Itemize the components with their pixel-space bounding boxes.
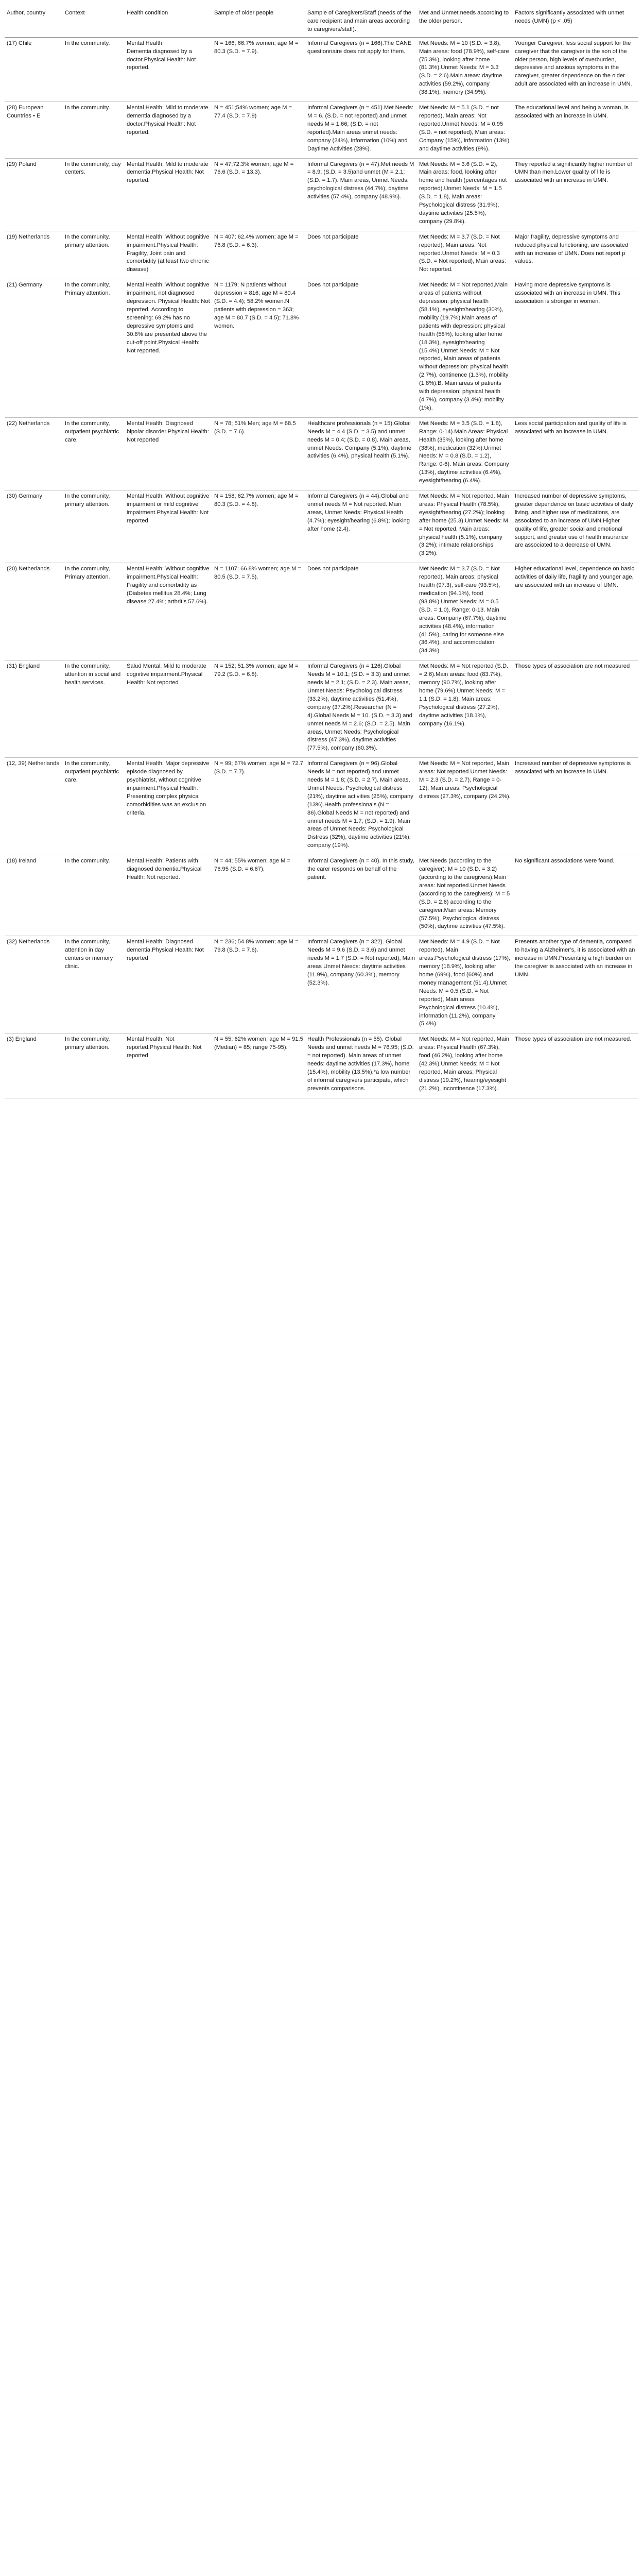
- cell-sample-older-people: N = 451;54% women; age M = 77.4 (S.D. = 7.9): [214, 105, 292, 119]
- cell-sample-caregivers: Informal Caregivers (n = 44).Global and unmet needs M = Not reported. Main areas, Unmet Needs: Physical Health (4.7%); eyesight/hearing (6.8%); looking after home (2.4).: [307, 493, 410, 532]
- cell-health-condition: Mental Health: Diagnosed dementia.Physical Health: Not reported: [127, 939, 204, 962]
- cell-sample-caregivers: Informal Caregivers (n = 451).Met Needs: M = 6. (S.D. = not reported) and unmet needs M = 1.66; (S.D. = not reported).Main areas unmet needs: company (24%), information (10%) and Daytime Activities (28%).: [307, 105, 414, 152]
- cell-author-country: (21) Germany: [7, 282, 43, 289]
- cell-sample-older-people: N = 55; 62% women; age M = 91.5 (Median) = 85; range 75-95).: [214, 1036, 303, 1051]
- cell-umn-factors: Higher educational level, dependence on basic activities of daily life, fragility and younger age, are associated with an increase of UMN.: [515, 566, 634, 589]
- cell-met-unmet-needs: Met Needs: M = 10 (S.D. = 3.8), Main areas: food (78.9%), self-care (75.3%), looking after home (81.3%).Unmet Needs: M = 3.3 (S.D. = 2.6).Main areas: daytime activities (59.2%), company (38.1%), memory (34.9%).: [419, 40, 509, 96]
- cell-health-condition: Mental Health: Without cognitive impairment, not diagnosed depression. Physical Health: Not reported. According to screening: 69.2% has no depressive symptoms and 30.8% are presented above the cut-off point.Physical Health: Not reported.: [127, 282, 210, 354]
- table-row: [5, 158, 638, 231]
- cell-author-country: (19) Netherlands: [7, 233, 50, 240]
- cell-author-country: (3) England: [7, 1036, 37, 1043]
- cell-context: In the community.: [65, 40, 110, 46]
- cell-context: In the community, attention in social and health services.: [65, 663, 121, 686]
- cell-author-country: (22) Netherlands: [7, 420, 50, 427]
- table-body: [5, 37, 638, 1098]
- cell-context: In the community, primary attention.: [65, 493, 110, 507]
- cell-umn-factors: Having more depressive symptoms is associated with an increase in UMN. This association is stronger in women.: [515, 282, 620, 305]
- cell-author-country: (28) European Countries • E: [7, 105, 44, 119]
- cell-met-unmet-needs: Met Needs: M = 3.7 (S.D. = Not reported), Main areas: Not reported.Unmet Needs: M = 0.3 (S.D. = Not reported), Main areas: Not reported.: [419, 233, 506, 273]
- cell-sample-older-people: N = 1179; N patients without depression = 816; age M = 80.4 (S.D. = 4.4); 58.2% women.N patients with depression = 363; age M = 80.7 (S.D. = 4.5); 71.8% women.: [214, 282, 299, 329]
- cell-context: In the community, outpatient psychiatric care.: [65, 420, 119, 443]
- cell-health-condition: Mental Health: Patients with diagnosed dementia.Physical Health: Not reported.: [127, 858, 202, 880]
- cell-health-condition: Mental Health: Without cognitive impairment or mild cognitive impairment.Physical Health: Not reported: [127, 493, 210, 524]
- cell-sample-older-people: N = 47;72.3% women; age M = 76.6 (S.D. = 13.3).: [214, 161, 294, 176]
- cell-met-unmet-needs: Met Needs: M = 3.5 (S.D. = 1.8), Range: 0-14).Main Areas: Physical Health (35%), looking after home (38%), medication (32%).Unmet Needs: M = 0.8 (S.D. = 1.2), Range: 0-6). Main areas: Company (13%), daytime activities (6.4%), eyesight/hearing (6.4%).: [419, 420, 509, 484]
- cell-sample-caregivers: Informal Caregivers (n = 96).Global Needs M = not reported) and unmet needs M = 1.8; (S.D. = 2.7). Main areas, Unmet Needs: Psychological distress (21%), daytime activities (25%), company (13%).Health professionals (N = 86).Global Needs M = not reported) and unmet needs M = 1.7; (S.D. = 1.9). Main areas of Unmet Needs: Psychological Distress (32%), daytime activities (21%), company (19%).: [307, 760, 413, 849]
- cell-health-condition: Salud Mental: Mild to moderate cognitive impairment.Physical Health: Not reported: [127, 663, 206, 686]
- table-header: [5, 7, 638, 37]
- cell-umn-factors: No significant associations were found.: [515, 858, 615, 865]
- cell-umn-factors: The educational level and being a woman, is associated with an increase in UMN.: [515, 105, 629, 119]
- cell-context: In the community, day centers.: [65, 161, 121, 176]
- cell-umn-factors: Increased number of depressive symptoms, greater dependence on basic activities of daily living, and higher use of medications, are associated to an increase of UMN.Higher quality of life, greater social and emotional support, and greater use of health insurance are associated to a decrease of UMN.: [515, 493, 633, 549]
- cell-health-condition: Mental Health: Diagnosed bipolar disorder.Physical Health: Not reported: [127, 420, 209, 443]
- table-row: [5, 855, 638, 936]
- cell-sample-caregivers: Does not participate: [307, 566, 359, 572]
- table-row: [5, 936, 638, 1033]
- cell-met-unmet-needs: Met Needs: M = 5.1 (S.D. = not reported), Main areas: Not reported.Unmet Needs: M = 0.95 (S.D. = not reported), Main areas: Company (15%), information (13%) and daytime activities (9%).: [419, 105, 510, 152]
- cell-health-condition: Mental Health: Mild to moderate dementia.Physical Health: Not reported.: [127, 161, 208, 184]
- table-row: [5, 660, 638, 758]
- header-sample-caregivers: Sample of Caregivers/Staff (needs of the care recipient and main areas according to caregivers/staff).: [305, 7, 417, 37]
- cell-umn-factors: Increased number of depressive symptoms is associated with an increase in UMN.: [515, 760, 631, 775]
- cell-context: In the community, primary attention.: [65, 233, 110, 248]
- cell-sample-caregivers: Informal Caregivers (n = 126).Global Needs M = 10.1; (S.D. = 3.3) and unmet needs M = 2.1; (S.D. = 2.3). Main areas, Unmet Needs: Psychological distress (33.2%), daytime activities (51.4%), company (37.2%).Researcher (N = 4).Global Needs M = 10. (S.D. = 3.3) and unmet needs M = 2.6; (S.D. = 2.5). Main areas, Unmet Needs: Psychological distress (47.3%), daytime activities (77.5%), company (60.3%).: [307, 663, 412, 752]
- cell-author-country: (18) Ireland: [7, 858, 37, 865]
- cell-sample-older-people: N = 236; 54.8% women; age M = 79.8 (S.D. = 7.6).: [214, 939, 299, 954]
- cell-health-condition: Mental Health: Without cognitive impairment.Physical Health: Fragility and comorbidity as (Diabetes mellitus 28.4%; Lung disease 27.4%; arthritis 57.6%).: [127, 566, 210, 605]
- cell-health-condition: Mental Health: Dementia diagnosed by a doctor.Physical Health: Not reported.: [127, 40, 196, 71]
- page: [0, 0, 643, 1098]
- table-row: [5, 417, 638, 490]
- cell-sample-older-people: N = 78; 51% Men; age M = 68.5 (S.D. = 7.6).: [214, 420, 296, 435]
- cell-met-unmet-needs: Met Needs: M = 3.6 (S.D. = 2), Main areas: food, looking after home and health (percentages not reported).Unmet Needs: M = 1.5 (S.D. = 1.8), Main areas: Psychological distress (31.9%), daytime activities (25.5%), company (29.8%).: [419, 161, 507, 225]
- cell-umn-factors: Those types of association are not measured: [515, 663, 630, 670]
- cell-met-unmet-needs: Met Needs: M = Not reported, Main areas: Physical Health (67.3%), food (46.2%), looking after home (42.3%).Unmet Needs: M = Not reported, Main areas: Physical distress (19.2%), hearing/eyesight (21.2%), incontinence (17.3%).: [419, 1036, 510, 1092]
- cell-context: In the community, Primary attention.: [65, 282, 110, 297]
- studies-table: [5, 7, 638, 1098]
- cell-met-unmet-needs: Met Needs: M = Not reported. Main areas: Physical Health (78.5%), eyesight/hearing (27.2%); looking after home (25.3).Unmet Needs: M = Not reported, Main areas: physical health (5.1%), company (3.2%); intimate relationships (3.2%).: [419, 493, 510, 557]
- cell-umn-factors: Presents another type of dementia, compared to having a Alzheimer’s, it is associated with an increase in UMN.Presenting a high burden on the caregiver is associated with an increase in UMN.: [515, 939, 635, 978]
- cell-health-condition: Mental Health: Major depressive episode diagnosed by psychiatrist, without cognitive impairment.Physical Health: Presenting complex physical comorbidities was an exclusion criteria.: [127, 760, 210, 816]
- cell-sample-caregivers: Health Professionals (n = 55). Global Needs and unmet needs M = 76.95; (S.D. = not reported). Main areas of unmet needs: daytime activities (17.3%), home (15.4%), mobility (13.5%).*a low number of informal caregivers participate, which prevents comparisons.: [307, 1036, 414, 1092]
- cell-met-unmet-needs: Met Needs: M = 3.7 (S.D. = Not reported), Main areas: physical health (97.3), self-care (93.5%), medication (94.1%), food (93.8%).Unmet Needs: M = 0.5 (S.D. = 1.0), Range: 0-13. Main areas: Company (67.7%), daytime activities (48.4%), information (41.5%), caring for someone else (36.4%), and accommodation (34.3%).: [419, 566, 507, 654]
- cell-umn-factors: They reported a significantly higher number of UMN than men.Lower quality of life is associated with an increase in UMN.: [515, 161, 632, 184]
- cell-sample-older-people: N = 44; 55% women; age M = 76.95 (S.D. = 6.67).: [214, 858, 291, 873]
- cell-sample-older-people: N = 158; 62.7% women; age M = 80.3 (S.D. = 4.8).: [214, 493, 299, 507]
- table-row: [5, 758, 638, 855]
- header-umn-factors: Factors significantly associated with unmet needs (UMN) (p < .05): [513, 7, 638, 37]
- cell-health-condition: Mental Health: Mild to moderate dementia diagnosed by a doctor.Physical Health: Not reported.: [127, 105, 208, 135]
- table-row: [5, 37, 638, 101]
- cell-author-country: (32) Netherlands: [7, 939, 50, 945]
- cell-author-country: (29) Poland: [7, 161, 37, 167]
- header-sample-older-people: Sample of older people: [212, 7, 305, 37]
- cell-context: In the community, attention in day centers or memory clinic.: [65, 939, 113, 970]
- header-met-unmet-needs: Met and Unmet needs according to the older person.: [417, 7, 513, 37]
- cell-met-unmet-needs: Met Needs (according to the caregiver): M = 10 (S.D. = 3.2) (according to the caregivers).Main areas: Not reported.Unmet Needs (according to the caregivers): M = 5 (S.D. = 2.6) according to the caregiver.Main areas: Memory (57.5%), Psychological distress (50%), daytime activities (47.5%).: [419, 858, 510, 930]
- cell-met-unmet-needs: Met Needs: M = 4.9 (S.D. = Not reported), Main areas:Psychological distress (17%), memory (18.9%), looking after home (69%), food (60%) and money management (51.4).Unmet Needs: M = 0.5 (S.D. = Not reported), Main areas: Psychological distress (10.4%), information (11.2%), company (5.4%).: [419, 939, 511, 1027]
- cell-sample-older-people: N = 166; 66.7% women; age M = 80.3 (S.D. = 7.9).: [214, 40, 299, 55]
- cell-met-unmet-needs: Met Needs: M = Not reported (S.D. = 2.6).Main areas: food (83.7%), memory (90.7%), looking after home (79.6%).Unmet Needs: M = 1.1 (S.D. = 1.8), Main areas: Psychological distress (27.2%), daytime activities (18.1%), company (16.1%).: [419, 663, 509, 727]
- table-row: [5, 231, 638, 279]
- cell-sample-older-people: N = 152; 51.3% women; age M = 79.2 (S.D. = 6.8).: [214, 663, 299, 678]
- cell-umn-factors: Less social participation and quality of life is associated with an increase in UMN.: [515, 420, 627, 435]
- cell-context: In the community, Primary attention.: [65, 566, 110, 581]
- cell-sample-older-people: N = 99; 67% women; age M = 72.7 (S.D. = 7.7).: [214, 760, 303, 775]
- cell-author-country: (17) Chile: [7, 40, 32, 46]
- table-row: [5, 1033, 638, 1098]
- header-context: Context: [63, 7, 125, 37]
- cell-context: In the community.: [65, 858, 110, 865]
- cell-met-unmet-needs: Met Needs: M = Not reported, Main areas: Not reported.Unmet Needs: M = 2.3 (S.D. = 2.7), Range = 0-12), Main areas: Psychological distress (27.3%), company (24.2%).: [419, 760, 511, 800]
- cell-context: In the community.: [65, 105, 110, 111]
- cell-context: In the community, outpatient psychiatric care.: [65, 760, 119, 784]
- table-row: [5, 102, 638, 158]
- table-row: [5, 563, 638, 660]
- cell-health-condition: Mental Health: Without cognitive impairment.Physical Health: Fragility, Joint pain and comorbidity (at least two chronic disease): [127, 233, 210, 273]
- cell-umn-factors: Younger Caregiver, less social support for the caregiver that the caregiver is the son of the older person, high levels of overburden, depressive and anxious symptoms in the caregiver, greater dependence on the older adult are associated with an increase in UMN.: [515, 40, 632, 88]
- cell-sample-caregivers: Informal Caregivers (n = 47).Met needs M = 8.9; (S.D. = 3.5)and unmet (M = 2.1; (S.D. = 1.7). Main areas, Unmet Needs: psychological distress (44.7%), daytime activities (57.4%), company (48.9%).: [307, 161, 414, 200]
- cell-sample-caregivers: Does not participate: [307, 282, 359, 289]
- cell-umn-factors: Major fragility, depressive symptoms and reduced physical functioning, are associated with an increase of UMN. Does not report p values.: [515, 233, 629, 265]
- header-row: [5, 7, 638, 37]
- cell-sample-caregivers: Healthcare professionals (n = 15).Global Needs M = 4.4 (S.D. = 3.5) and unmet needs M = 0.4; (S.D. = 0.8). Main areas, unmet Needs: Company (5.1%), daytime activities (6.4%), physical health (5.1%).: [307, 420, 412, 460]
- header-health-condition: Health condition: [125, 7, 212, 37]
- cell-author-country: (30) Germany: [7, 493, 43, 500]
- table-row: [5, 490, 638, 563]
- cell-sample-older-people: N = 1107; 66.8% women; age M = 80.5 (S.D. = 7.5).: [214, 566, 301, 581]
- cell-author-country: (20) Netherlands: [7, 566, 50, 572]
- cell-sample-caregivers: Informal Caregivers (n = 322). Global Needs M = 9.6 (S.D. = 3.6) and unmet needs M = 1.7 (S.D. = Not reported), Main areas Unmet Needs: daytime activities (11.9%), company (60.3%), memory (52.3%).: [307, 939, 415, 986]
- cell-author-country: (12, 39) Netherlands: [7, 760, 59, 767]
- cell-umn-factors: Those types of association are not measured.: [515, 1036, 632, 1043]
- cell-met-unmet-needs: Met Needs: M = Not reported,Main areas of patients without depression: physical health (58.1%), eyesight/hearing (30%), mobility (19.7%).Main areas of patients with depression: physical health (58%), looking after home (18.3%), eyesight/hearing (15.4%).Unmet Needs: M = Not reported, Main areas of patients without depression: physical health (2.7%), continence (1.3%), mobility (1.8%).B. Main areas of patients with depression: physical health (4.7%), company (3.4%); mobility (1%).: [419, 282, 509, 411]
- cell-sample-caregivers: Informal Caregivers (n = 166).The CANE questionnaire does not apply for them.: [307, 40, 412, 55]
- cell-context: In the community, primary attention.: [65, 1036, 110, 1051]
- cell-sample-caregivers: Does not participate: [307, 233, 359, 240]
- cell-author-country: (31) England: [7, 663, 40, 670]
- cell-sample-caregivers: Informal Caregivers (n = 40). In this study, the carer responds on behalf of the patient.: [307, 858, 414, 880]
- cell-sample-older-people: N = 407; 62.4% women; age M = 76.8 (S.D. = 6.3).: [214, 233, 299, 248]
- header-author-country: Author, country: [5, 7, 63, 37]
- cell-health-condition: Mental Health: Not reported.Physical Health: Not reported: [127, 1036, 202, 1059]
- table-row: [5, 279, 638, 418]
